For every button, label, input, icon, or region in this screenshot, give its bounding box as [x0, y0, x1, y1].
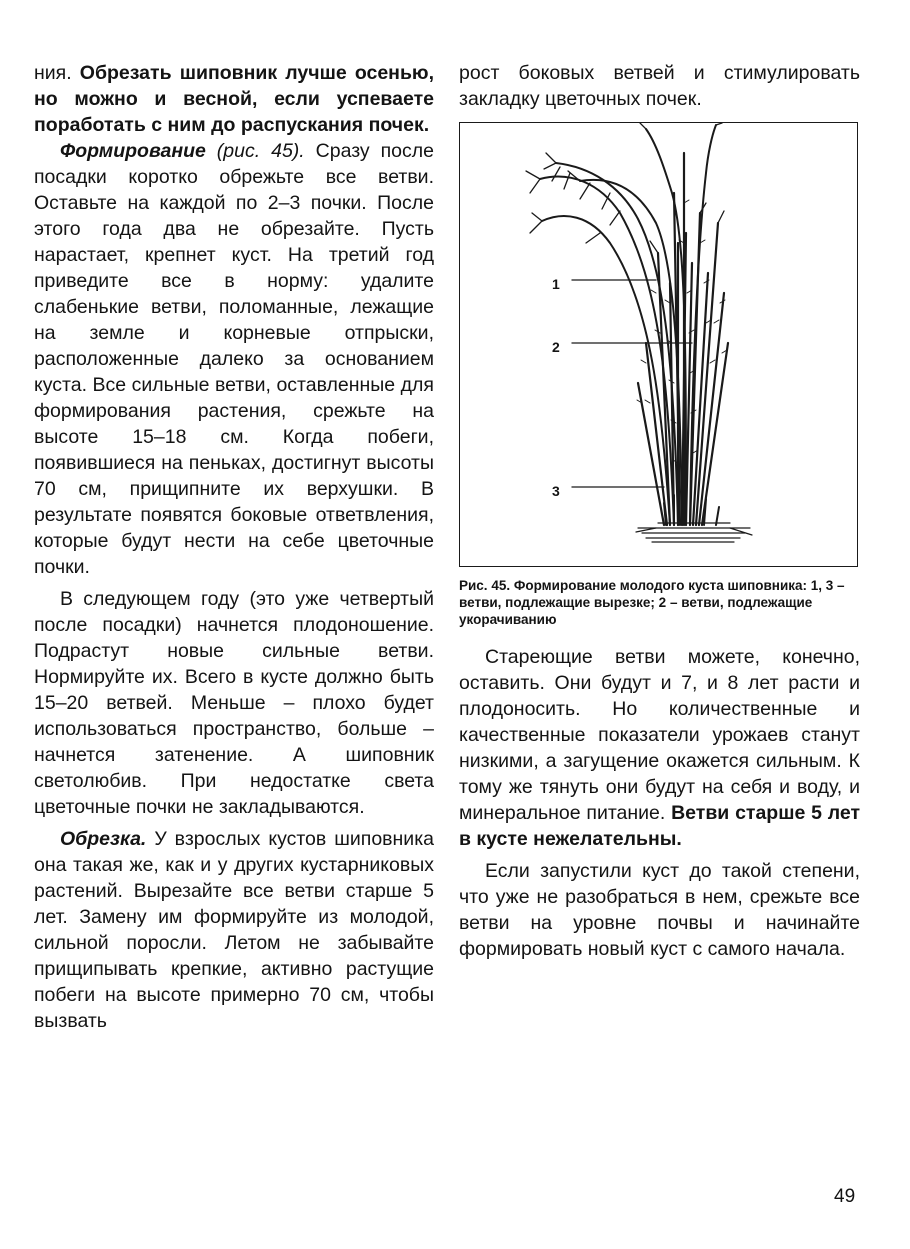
- pruning-season-advice: Обрезать шиповник лучше осенью, но можно и весной, если успеваете поработать с ним до распускания почек.: [34, 62, 434, 136]
- paragraph-fruiting: В следующем году (это уже четвертый после посадки) начнется плодоношение. Подрастут новые сильные ветви. Нормируйте их. Всего в кусте должно быть 15–20 ветвей. Меньше – плохо будет использоваться пространство, больше – начнется затенение. А шиповник светолюбив. При недостатке света цветочные почки не закладываются.: [34, 588, 434, 818]
- figure-label-2: 2: [552, 339, 560, 355]
- figure-reference: (рис. 45).: [205, 140, 305, 162]
- left-column: [34, 60, 434, 1034]
- old-branches-warning: Ветви старше 5 лет в кусте нежелательны.: [459, 802, 860, 850]
- paragraph-old-branches: Стареющие ветви можете, конечно, оставить. Они будут и 7, и 8 лет расти и плодоносить. Но количественные и качественные показатели урожаев станут низкими, а загущение окажется сильным. К тому же тянуть они будут на себя и воду, и минеральное питание. Ветви старше 5 лет в кусте нежелательны.: [459, 646, 860, 850]
- rose-bush-illustration: [460, 123, 859, 568]
- formation-heading: Формирование: [60, 140, 206, 162]
- figure-label-3: 3: [552, 483, 560, 499]
- paragraph-continuation: рост боковых ветвей и стимулировать закладку цветочных почек.: [459, 62, 860, 110]
- paragraph-restart-bush: Если запустили куст до такой степени, что уже не разобраться в нем, срежьте все ветви на уровне почвы и начинайте формировать новый куст с самого начала.: [459, 860, 860, 960]
- pruning-heading: Обрезка.: [60, 828, 147, 850]
- paragraph-pruning-season: ния. Обрезать шиповник лучше осенью, но можно и весной, если успеваете поработать с ним до распускания почек.: [34, 62, 434, 136]
- paragraph-pruning: Обрезка. У взрослых кустов шиповника она такая же, как и у других кустарниковых растений. Вырезайте все ветви старше 5 лет. Замену им формируйте из молодой, сильной поросли. Летом не забывайте прищипывать крепкие, активно растущие побеги на высоте примерно 70 см, чтобы вызвать: [34, 828, 434, 1032]
- right-column: [459, 60, 860, 962]
- figure-label-1: 1: [552, 276, 560, 292]
- figure-caption: Рис. 45. Формирование молодого куста шиповника: 1, 3 – ветви, подлежащие вырезке; 2 – ветви, подлежащие укорачиванию: [459, 578, 845, 627]
- figure-45: [459, 122, 858, 567]
- page-number: 49: [834, 1186, 856, 1207]
- paragraph-formation: Формирование (рис. 45). Сразу после посадки коротко обрежьте все ветви. Оставьте на каждой по 2–3 почки. После этого года два не обрезайте. Пусть нарастает, крепнет куст. На третий год приведите все в норму: удалите слабенькие ветви, поломанные, лежащие на земле и корневые отпрыски, расположенные далеко за основанием куста. Все сильные ветви, оставленные для формирования растения, срежьте на высоте 15–18 см. Когда побеги, появившиеся на пеньках, достигнут высоты 70 см, прищипните их верхушки. В результате появятся боковые ответвления, которые будут нести на себе цветочные почки.: [34, 140, 434, 578]
